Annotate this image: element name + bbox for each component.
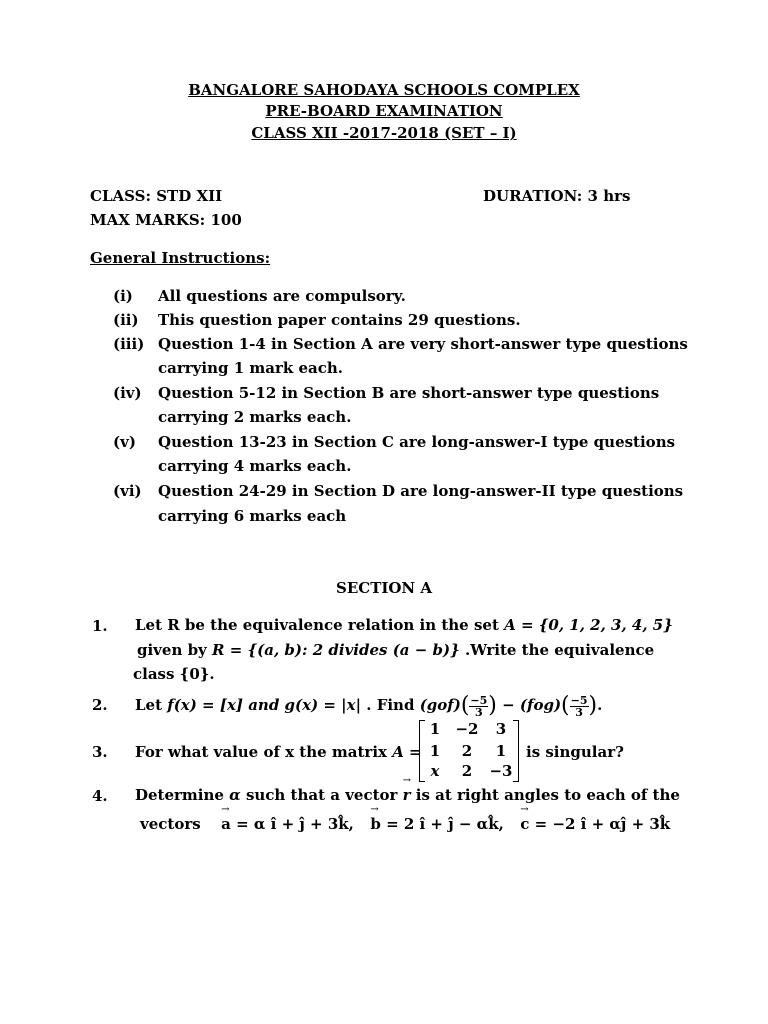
question-3-text [135,743,422,761]
matrix-cell: 1 [429,742,441,760]
vector-b-expression: = 2 î + ĵ − αk̂, [380,815,504,833]
instruction-text: carrying 4 marks each. [158,457,352,475]
max-marks-label: MAX MARKS: 100 [90,211,242,229]
question-number: 3. [92,743,108,761]
instruction-text: carrying 6 marks each [158,507,347,525]
matrix-cell: 3 [495,720,507,738]
class-set-heading: CLASS XII -2017-2018 (SET – I) [251,124,517,142]
vector-a: → a [221,815,231,833]
exam-name-heading: PRE-BOARD EXAMINATION [265,102,503,120]
question-text: . [597,696,603,714]
class-expression: {0} [179,665,210,683]
question-4-line-1 [135,786,680,804]
vector-a-expression: = α î + ĵ + 3k̂, [230,815,354,833]
section-title: SECTION A [335,579,433,597]
question-text: such that a vector [240,786,403,804]
question-text: . Find [361,696,420,714]
instruction-text: This question paper contains 29 questions. [158,311,521,329]
vectors-label: vectors [140,815,201,833]
matrix-cell: −2 [455,720,479,738]
instruction-number: (v) [113,433,136,451]
instruction-number: (iv) [113,384,142,402]
minus-sign: − [496,696,520,714]
composition-fog: (fog) [519,696,562,714]
question-text: . [209,665,215,683]
fraction-numerator: −5 [570,693,588,707]
vector-b: → b [370,815,381,833]
question-text: given by [137,641,212,659]
question-text: For what value of x the matrix [135,743,393,761]
matrix-cell: 2 [461,762,473,780]
set-expression: A = {0, 1, 2, 3, 4, 5} [504,616,673,634]
matrix-cell: x [430,762,440,780]
alpha-symbol: α [229,786,241,804]
instruction-number: (ii) [113,311,139,329]
function-definitions: f(x) = [x] and g(x) = |x| [167,696,362,714]
vector-r: → r [403,786,411,804]
question-number: 4. [92,787,108,805]
relation-expression: R = {(a, b): 2 divides (a − b)} [212,641,460,659]
question-text: class [133,665,180,683]
instruction-number: (iii) [113,335,145,353]
instructions-heading: General Instructions: [90,249,271,267]
question-text: Let [135,696,168,714]
question-1-line-3 [133,665,215,683]
question-text: Let R be the equivalence relation in the set [135,616,505,634]
matrix-cell: 2 [461,742,473,760]
instruction-text: carrying 1 mark each. [158,359,343,377]
vector-c: → c [520,815,529,833]
matrix-a [419,720,519,782]
question-text: is at right angles to each of the [410,786,680,804]
fraction [570,695,589,718]
fraction-denominator: 3 [575,705,583,719]
school-name-heading: BANGALORE SAHODAYA SCHOOLS COMPLEX [188,81,580,99]
question-2-line: Let f(x) = [x] and g(x) = |x| . Find (gof)( $\frac{-5}{3}$ ) − (fog)( $\frac{-5}{3}$ ). [135,693,603,719]
question-4-line-2 [140,815,670,833]
fraction-denominator: 3 [475,705,483,719]
matrix-cell: −3 [489,762,513,780]
duration-label: DURATION: 3 hrs [483,187,631,205]
question-text: Determine [135,786,230,804]
instruction-text: carrying 2 marks each. [158,408,352,426]
instruction-text: Question 13-23 in Section C are long-answer-I type questions [158,433,676,451]
instruction-number: (vi) [113,482,142,500]
matrix-cell: 1 [495,742,507,760]
matrix-label: A = [392,743,422,761]
question-1-line-1 [135,616,673,634]
instruction-text: Question 24-29 in Section D are long-answer-II type questions [158,482,684,500]
question-number: 1. [92,617,108,635]
fraction-numerator: −5 [470,693,488,707]
instruction-text: Question 5-12 in Section B are short-answer type questions [158,384,660,402]
class-label: CLASS: STD XII [90,187,223,205]
instruction-number: (i) [113,287,133,305]
instruction-text: All questions are compulsory. [158,287,406,305]
question-3-tail: is singular? [526,743,624,761]
question-number: 2. [92,696,108,714]
question-1-line-2 [137,641,654,659]
matrix-cell: 1 [429,720,441,738]
vector-c-expression: = −2 î + αĵ + 3k̂ [529,815,671,833]
composition-gof: (gof) [419,696,461,714]
instruction-text: Question 1-4 in Section A are very short-answer type questions [158,335,688,353]
question-text: .Write the equivalence [459,641,655,659]
fraction [469,695,488,718]
